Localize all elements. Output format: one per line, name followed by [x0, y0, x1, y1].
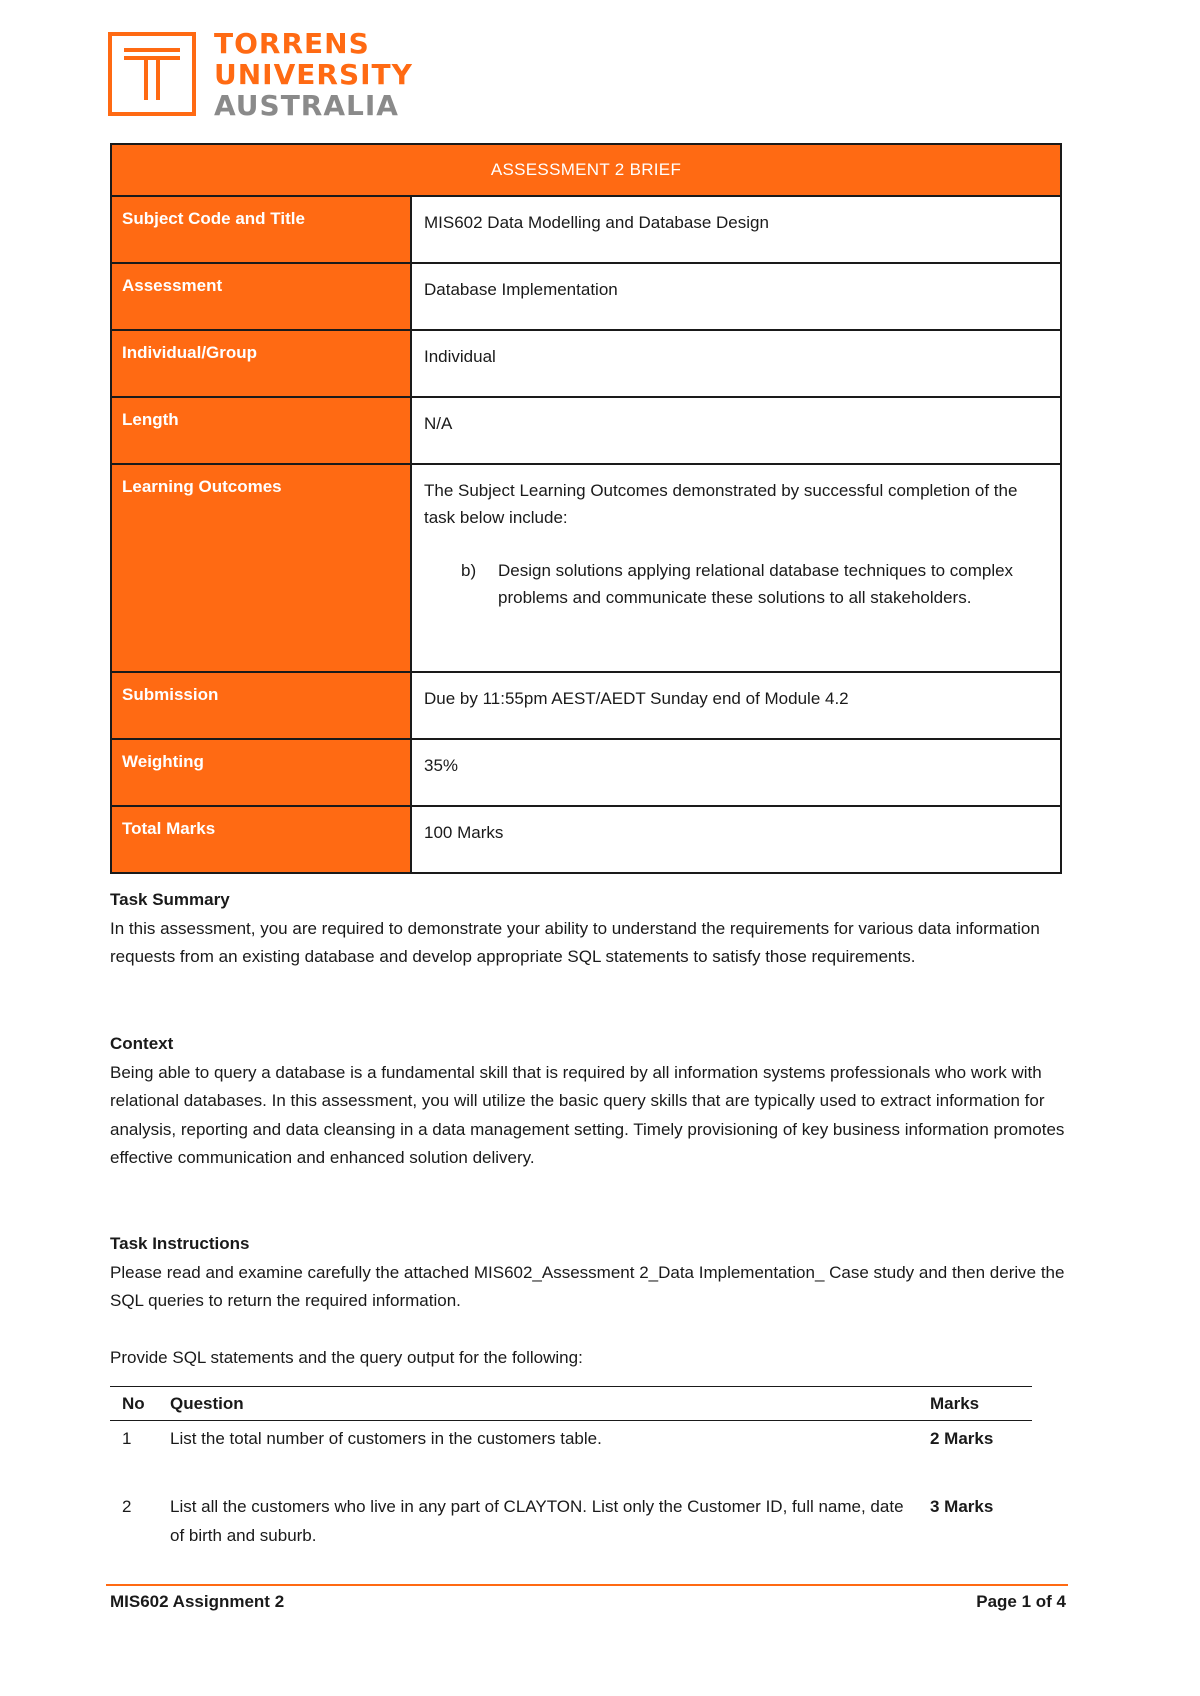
context-text: Being able to query a database is a fundamental skill that is required by all information systems professionals who work with relational databases. In this assessment, you will utilize the basic query skills that are typically used to extract information for analysis, reporting and data cleansing in a data management setting. Timely provisioning of key business information promotes effective communication and enhanced solution delivery. — [110, 1062, 1065, 1167]
question-no: 2 — [122, 1497, 132, 1516]
task-summary-title: Task Summary — [110, 890, 230, 909]
brief-value: MIS602 Data Modelling and Database Design — [424, 213, 769, 232]
brief-row-weighting — [112, 740, 1060, 807]
assessment-brief-table — [110, 143, 1062, 874]
brief-label: Individual/Group — [112, 331, 412, 396]
learning-outcome-letter: b) — [461, 561, 477, 580]
brief-row-length — [112, 398, 1060, 465]
brief-value: N/A — [424, 414, 453, 433]
question-no: 1 — [122, 1429, 132, 1448]
table-row — [110, 1489, 1032, 1550]
brief-value: 35% — [424, 756, 459, 775]
brief-row-subject — [112, 197, 1060, 264]
torrens-logo-icon — [108, 32, 196, 116]
logo-line-1: TORRENS — [214, 27, 370, 60]
footer-divider — [106, 1584, 1068, 1586]
task-instructions-section — [110, 1230, 1100, 1372]
brief-row-submission — [112, 673, 1060, 740]
question-text: List all the customers who live in any part of CLAYTON. List only the Customer ID, full name, date of birth and suburb. — [170, 1497, 904, 1545]
brief-label: Subject Code and Title — [112, 197, 412, 262]
questions-table-header — [110, 1386, 1032, 1421]
task-summary-text: In this assessment, you are required to demonstrate your ability to understand the requirements for various data information requests from an existing database and develop appropriate SQL statements to satisfy those requirements. — [110, 918, 1040, 966]
brief-value-learning-outcomes — [412, 465, 1060, 671]
question-marks: 2 Marks — [930, 1429, 994, 1448]
footer-document-title: MIS602 Assignment 2 — [110, 1592, 285, 1611]
header-marks: Marks — [930, 1394, 980, 1413]
brief-row-individual-group — [112, 331, 1060, 398]
brief-label: Learning Outcomes — [112, 465, 412, 671]
logo-line-3: AUSTRALIA — [214, 89, 399, 122]
brief-header: ASSESSMENT 2 BRIEF — [112, 145, 1060, 197]
header-no: No — [122, 1394, 145, 1413]
brief-row-assessment — [112, 264, 1060, 331]
header-question: Question — [170, 1394, 244, 1413]
brief-label: Assessment — [112, 264, 412, 329]
brief-row-learning-outcomes — [112, 465, 1060, 673]
task-summary-section — [110, 886, 1100, 972]
table-row — [110, 1421, 1032, 1489]
brief-row-total-marks — [112, 807, 1060, 872]
logo-line-2: UNIVERSITY — [214, 58, 413, 91]
learning-outcome-item — [461, 557, 1048, 611]
brief-label: Submission — [112, 673, 412, 738]
learning-outcomes-intro: The Subject Learning Outcomes demonstrated by successful completion of the task below include: — [424, 481, 1018, 527]
context-title: Context — [110, 1034, 174, 1053]
brief-value: 100 Marks — [424, 823, 504, 842]
university-logo — [108, 28, 438, 124]
brief-label: Length — [112, 398, 412, 463]
brief-value: Individual — [424, 347, 496, 366]
task-instructions-text: Please read and examine carefully the attached MIS602_Assessment 2_Data Implementation_ Case study and then derive the SQL queries to return the required information. — [110, 1262, 1065, 1310]
brief-value: Due by 11:55pm AEST/AEDT Sunday end of Module 4.2 — [424, 689, 849, 708]
footer-page-number: Page 1 of 4 — [976, 1592, 1066, 1611]
brief-label: Weighting — [112, 740, 412, 805]
question-text: List the total number of customers in the customers table. — [170, 1429, 602, 1448]
questions-table — [110, 1386, 1032, 1550]
logo-wordmark — [214, 28, 413, 121]
question-marks: 3 Marks — [930, 1497, 994, 1516]
brief-value: Database Implementation — [424, 280, 618, 299]
task-instructions-intro: Provide SQL statements and the query output for the following: — [110, 1347, 583, 1367]
task-instructions-title: Task Instructions — [110, 1234, 250, 1253]
context-section — [110, 1030, 1100, 1173]
brief-label: Total Marks — [112, 807, 412, 872]
learning-outcome-text: Design solutions applying relational database techniques to complex problems and communicate these solutions to all stakeholders. — [498, 561, 1014, 607]
